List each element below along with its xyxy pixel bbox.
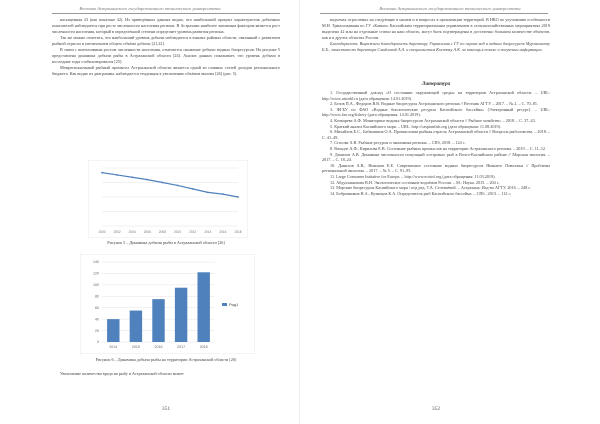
reference-item: 10. Данилов А.В., Никонов Е.Е. Современное состояние водных биоресурсов Нижнего Поволжья // Проблемы региональной экологии. – 2017. – № 5. – С. 91–95. xyxy=(322,162,550,174)
reference-item: 4. Кочкарева А.Ф. Мониторинг водных биоресурсов Астраханской области // Рыбное хозяйство. – 2018. – С. 37–43. xyxy=(330,117,536,123)
left-trailing-text xyxy=(52,371,280,377)
bar xyxy=(152,299,164,342)
data-point xyxy=(116,174,118,176)
page-header: Вестник Астраханского государственного технического университета xyxy=(379,6,521,11)
reference-item: 6. Михайлов Е.С., Бабаниязов О.А. Промысловая рыбная отрасль Астраханской области // Вопросы рыболовства. – 2018. – С. 41–49. xyxy=(322,129,550,140)
reference-item: 7. Стасова А.В. Рыбные ресурсы и экономика региона. – СПб, 2018. – 124 с. xyxy=(330,140,466,146)
y-tick-label: 100 xyxy=(93,283,99,288)
paragraph: Межрегиональный рыбный промысел Астраханской области является одной из главных статей доходов регионального бюджета. Как видно из диаграммы, наблюдается тенденция к увеличению объёмов вылова [26] (рис. 5). xyxy=(52,65,280,76)
reference-item: 5. Краткий анализ Каспийского моря. – URL: http://caspianfish.org (дата обращения: 11.08.2019). xyxy=(330,123,502,129)
x-tick-label: 2014 xyxy=(109,345,118,349)
y-tick-label: 60 xyxy=(95,305,99,310)
right-page xyxy=(300,0,600,424)
bar xyxy=(107,319,119,342)
figure-6-chart xyxy=(80,254,255,354)
page-number: 351 xyxy=(161,406,171,412)
bar xyxy=(197,272,209,342)
reference-item: 12. Абдулхакимова В.Н. Экологическое состояние водоёмов России. – М.: Наука, 2015. – 204 с. xyxy=(330,179,500,185)
data-point xyxy=(207,191,209,193)
legend-label: Ряд1 xyxy=(229,302,239,307)
page-number: 352 xyxy=(431,406,441,412)
x-tick-label: 2000 xyxy=(98,230,106,234)
data-point xyxy=(146,179,148,181)
literature-heading: Литература xyxy=(421,82,451,87)
reference-item: 11. Large Consumer Initiative for Europe. – http://www.ecoinf.org (дата обращения: 11.03.2019). xyxy=(330,173,496,179)
header-divider xyxy=(320,13,548,14)
paragraph: Так же можно отметить, что наибольший уровень добычи наблюдается в южных районах области, связанный с развитием рыбной отрасли и увеличением общего объёма добычи [21,22]. xyxy=(52,35,280,46)
figure-5-caption: Рисунок 5 – Динамика добычи рыбы в Астраханской области [26] xyxy=(107,240,225,245)
y-tick-label: 20 xyxy=(95,328,99,333)
x-tick-label: 2008 xyxy=(158,230,166,234)
chart-frame xyxy=(88,160,248,238)
references-list xyxy=(322,90,550,196)
x-tick-label: 2018 xyxy=(199,345,208,349)
data-point xyxy=(177,185,179,187)
x-tick-label: 2014 xyxy=(204,230,212,234)
paragraph: В связи с интенсивным ростом численности населения, отмечается снижение добычи водных биоресурсов. На рисунке 5 представлена динамика добычи рыбы в Астраханской области [24]. Анализ данных показывает, что уровень добычи в последние годы стабилизировался [25]. xyxy=(52,47,280,64)
y-tick-label: 120 xyxy=(93,271,99,276)
left-body-text xyxy=(52,17,280,77)
figure-5-chart xyxy=(88,160,248,238)
reference-item: 13. Морские биоресурсы Каспийского моря / под ред. Т.А. Селезнёвой. – Астрахань: Изд-во АГТУ, 2016. – 248 с. xyxy=(330,185,532,191)
x-tick-label: 2016 xyxy=(219,230,227,234)
page-header: Вестник Астраханского государственного технического университета xyxy=(79,6,221,11)
y-tick-label: 80 xyxy=(95,294,99,299)
paragraph: насыщенная 23 (как показано 42). Из приведённых данных видно, что наибольший процент характеристик добычных показателей наблюдается при росте численности населения региона. В Астрахани наиболее значимым фактором является рост численности населения, который в определённой степени определяет уровень развития региона. xyxy=(52,17,280,34)
reference-item: 3. ФГБУ по ФАО «Водные биологические ресурсы Каспийского бассейна» [Электронный ресурс]. – URL: http://www.fao.org/fishery (дата обращения: 14.01.2019). xyxy=(322,106,550,118)
y-tick-label: 40 xyxy=(95,317,99,322)
y-tick-label: 0 xyxy=(97,340,99,345)
x-tick-label: 2004 xyxy=(128,230,136,234)
line-chart xyxy=(88,160,248,238)
data-point xyxy=(237,196,239,198)
x-tick-label: 2016 xyxy=(154,345,163,349)
data-point xyxy=(162,182,164,184)
x-tick-label: 2002 xyxy=(113,230,121,234)
header-divider xyxy=(52,13,280,14)
paragraph: Увеличение количества вреда на рыбу в Астраханской области может xyxy=(60,371,184,376)
reference-item: 1. Государственный доклад «О состоянии окружающей среды» на территории Астраханской области. – URL: http://www.astrobl.ru (дата обращения: 14.01.2019). xyxy=(322,90,550,101)
y-tick-label: 140 xyxy=(93,260,99,265)
x-tick-label: 2018 xyxy=(234,230,242,234)
x-tick-label: 2012 xyxy=(189,230,197,234)
figure-6-caption: Рисунок 6 – Динамика добыча рыбы на территории Астраханской области [26] xyxy=(95,357,237,362)
legend-swatch xyxy=(222,303,227,306)
paragraph: водоемах отраслевых на следующие в нашем и в вопросах в организации территорий. В НКО по улучшению особенности М.Н. Трансильвания по ГУ «Кавказ» Каспийским территориальным управлением в сельскохозяйственных мероприятиях 2019 выделено 42 млн на отдельные статьи на наш область, могут быть подтверждены в достаточно большом количестве объектов, как и в других областях России. xyxy=(322,17,550,40)
data-point xyxy=(222,193,224,195)
x-tick-label: 2017 xyxy=(177,345,186,349)
data-point xyxy=(131,176,133,178)
data-point xyxy=(192,188,194,190)
reference-item: 2. Белов П.А., Федоров В.В. Водные биоресурсы Астраханского региона // Вестник АГТУ. – 2017. – № 2. – С. 70–81. xyxy=(330,101,538,107)
x-tick-label: 2015 xyxy=(131,345,140,349)
bar xyxy=(130,311,142,342)
right-body-text xyxy=(322,17,550,53)
reference-item: 9. Данилов А.В. Динамика численности популяций осетровых рыб в Волго-Каспийском районе // Морская экология. – 2017. – С. 18–24. xyxy=(322,151,550,163)
bar xyxy=(175,288,187,342)
paragraph: Благодарность. Выражаем благодарность директору Управления с ГУ по охране вод и водных биоресурсов Мурзагалиеву Б.Б., заместителю директора Смайловой А.А. и специалистам Костюку А.К. за помощь в поиске и получении информации. xyxy=(322,41,550,52)
bar-chart xyxy=(80,254,255,354)
x-tick-label: 2006 xyxy=(143,230,151,234)
data-point xyxy=(101,172,103,174)
reference-item: 14. Бобровников Н.А., Кузнецов К.А. Определитель рыб Каспийского бассейна. – СПб., 2013. – 112 с. xyxy=(330,190,512,196)
reference-item: 8. Вачадзе А.Ф., Кирилова Е.В. Состояние рыбных промыслов на территории Астраханского региона. – 2019. – С. 11–12. xyxy=(330,145,547,151)
x-tick-label: 2010 xyxy=(174,230,182,234)
